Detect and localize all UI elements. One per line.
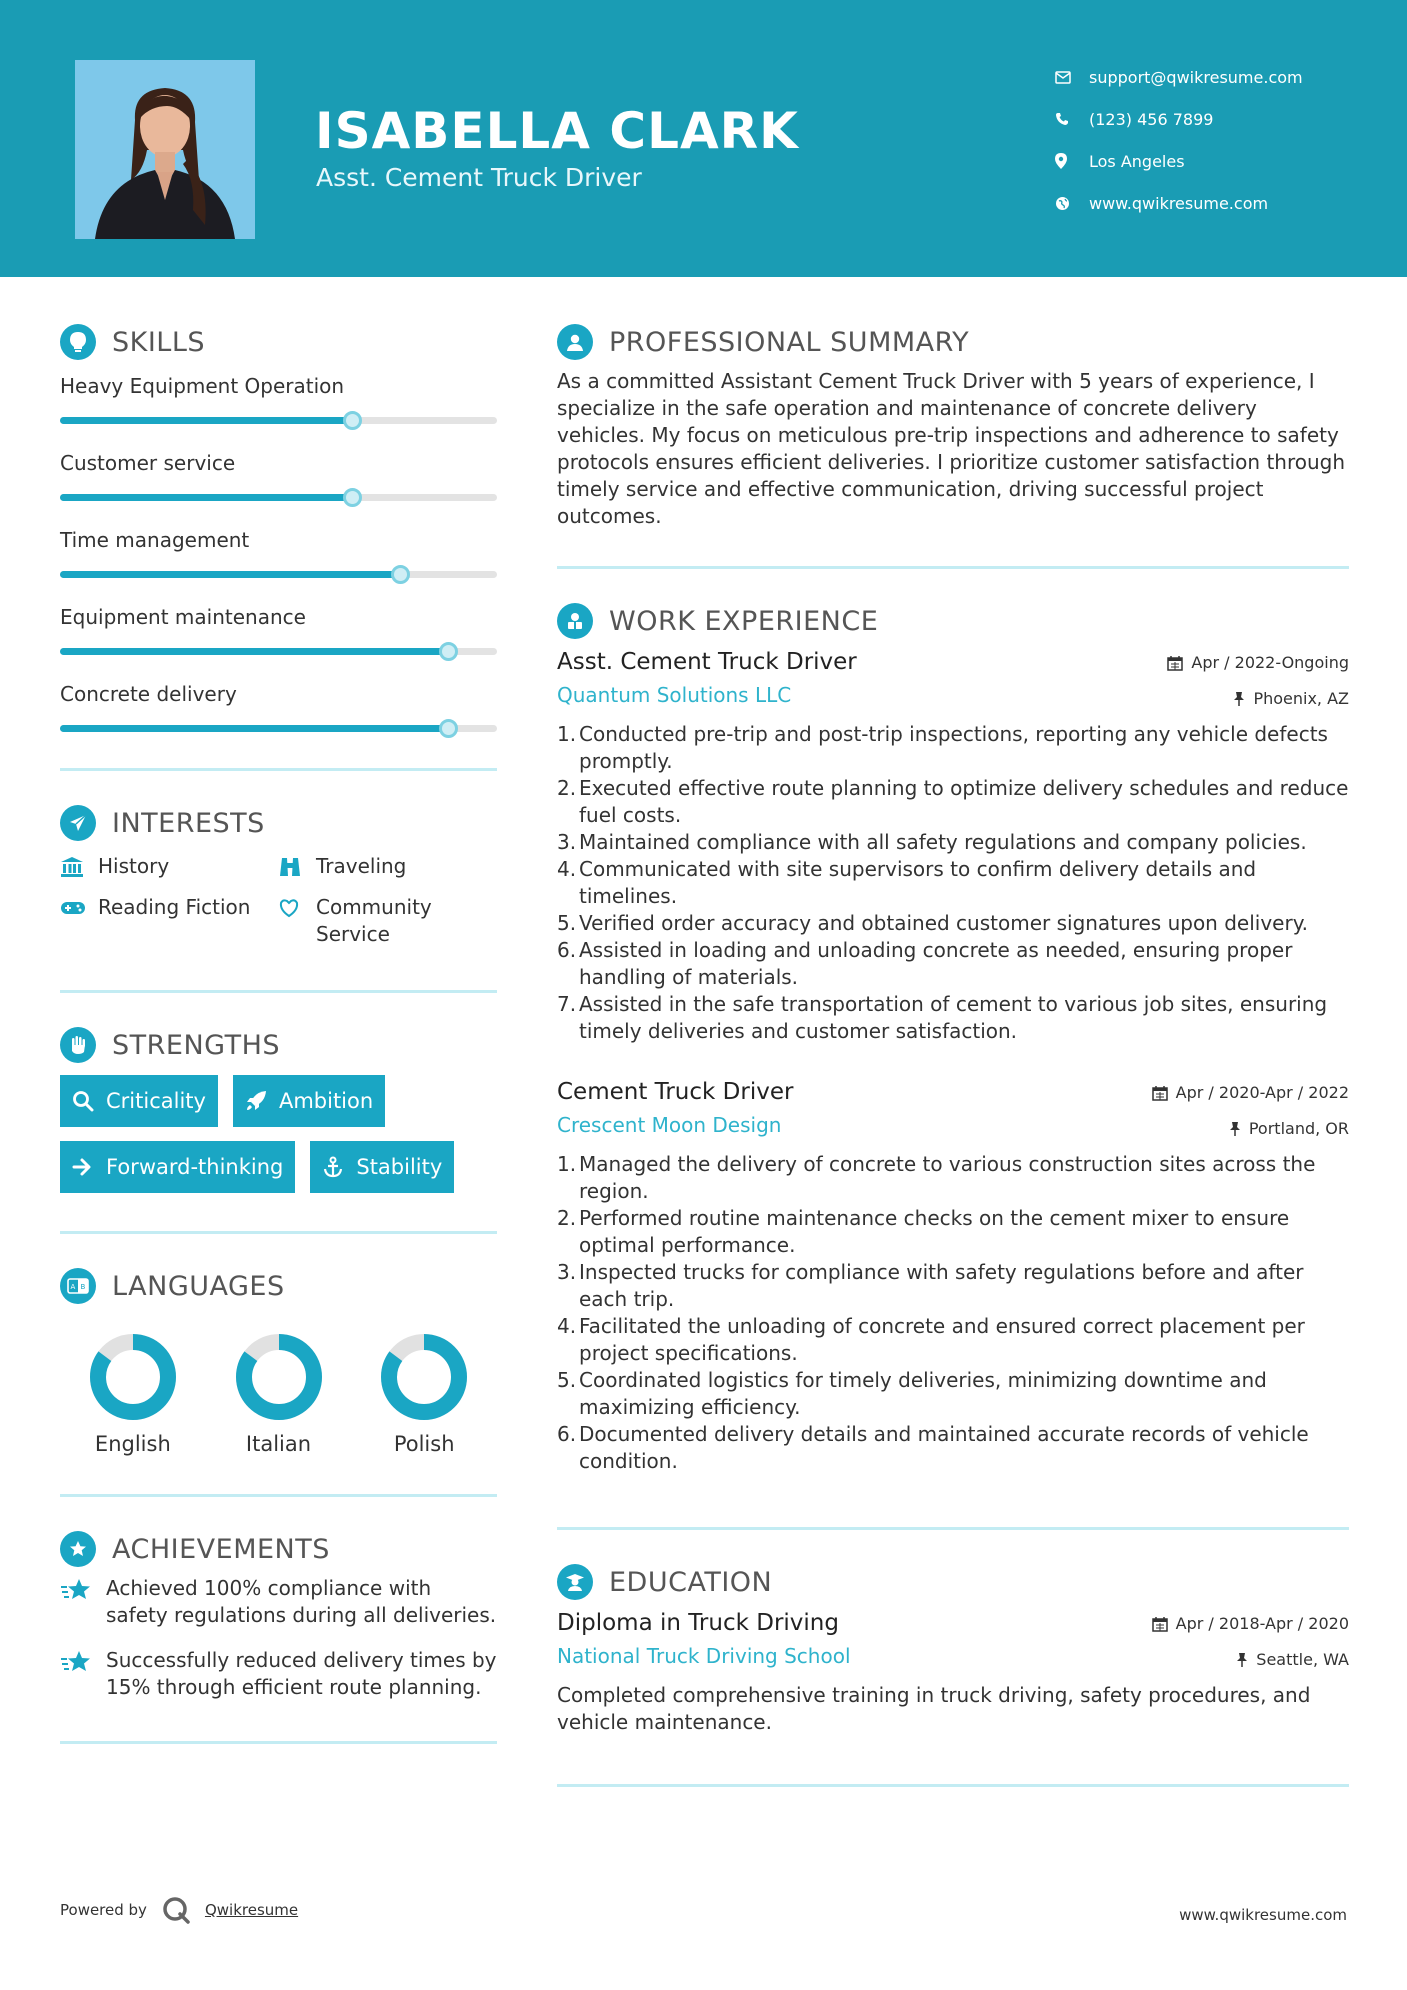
interests-section <box>60 799 497 993</box>
skill-track <box>60 725 497 732</box>
skill-label: Equipment maintenance <box>60 605 306 629</box>
skill-item <box>60 374 497 451</box>
interest-item: History <box>60 853 278 880</box>
education-heading: EDUCATION <box>557 1558 1349 1606</box>
right-column <box>557 318 1349 1787</box>
footer-powered-by: Powered by Qwikresume <box>60 1895 298 1925</box>
job-date: Apr / 2022-Ongoing <box>1167 653 1349 672</box>
skill-item <box>60 528 497 605</box>
section-divider <box>557 1527 1349 1530</box>
qwikresume-link[interactable]: Qwikresume <box>204 1901 299 1919</box>
pushpin-icon <box>1233 691 1245 707</box>
skill-knob <box>439 719 458 738</box>
interests-list <box>60 847 497 948</box>
contact-phone[interactable]: (123) 456 7899 <box>1055 98 1375 140</box>
summary-heading: PROFESSIONAL SUMMARY <box>557 318 1349 366</box>
phone-icon <box>1055 112 1089 126</box>
job-bullet: 7. Assisted in the safe transportation of cement to various job sites, ensuring timely deliveries and customer satisfaction. <box>557 992 1328 1043</box>
skill-fill <box>60 648 449 655</box>
education-date: Apr / 2018-Apr / 2020 <box>1152 1614 1349 1633</box>
achievements-section <box>60 1525 497 1744</box>
footer-website[interactable]: www.qwikresume.com <box>1179 1906 1347 1924</box>
job-bullet: 2. Executed effective route planning to optimize delivery schedules and reduce fuel costs. <box>557 776 1349 827</box>
skill-fill <box>60 725 449 732</box>
email-icon <box>1055 71 1089 84</box>
interest-item: Reading Fiction <box>60 894 278 948</box>
language-ring <box>88 1332 178 1422</box>
skill-track <box>60 648 497 655</box>
strength-chip: Criticality <box>60 1075 218 1127</box>
gamepad-icon <box>60 894 98 921</box>
skill-track <box>60 494 497 501</box>
interests-heading: INTERESTS <box>60 799 497 847</box>
strength-chip: Forward-thinking <box>60 1141 295 1193</box>
languages-heading: A B LANGUAGES <box>60 1262 497 1310</box>
section-divider <box>557 1784 1349 1787</box>
interest-item: Traveling <box>278 853 497 880</box>
achievements-list <box>60 1573 497 1701</box>
calendar-icon <box>1167 655 1183 671</box>
binoculars-icon <box>278 853 316 880</box>
language-ring <box>379 1332 469 1422</box>
rocket-icon <box>245 1090 279 1112</box>
strength-chip: Stability <box>310 1141 454 1193</box>
pushpin-icon <box>1236 1652 1248 1668</box>
skill-fill <box>60 571 401 578</box>
job-location: Portland, OR <box>1229 1119 1349 1138</box>
language-label: Italian <box>245 1432 312 1456</box>
skill-label: Concrete delivery <box>60 682 237 706</box>
candidate-title: Asst. Cement Truck Driver <box>316 163 642 192</box>
skill-item <box>60 605 497 682</box>
profile-photo <box>75 60 255 239</box>
pushpin-icon <box>1229 1121 1241 1137</box>
contact-website[interactable]: www.qwikresume.com <box>1055 182 1375 224</box>
skill-label: Heavy Equipment Operation <box>60 374 345 398</box>
strengths-heading: STRENGTHS <box>60 1021 497 1069</box>
skill-label: Customer service <box>60 451 236 475</box>
strengths-list <box>60 1069 497 1193</box>
job-date: Apr / 2020-Apr / 2022 <box>1152 1083 1349 1102</box>
section-divider <box>60 990 497 993</box>
section-divider <box>60 768 497 771</box>
star-badge-icon <box>60 1531 96 1567</box>
skills-section <box>60 318 497 771</box>
skill-fill <box>60 417 353 424</box>
job-bullet: 4. Facilitated the unloading of concrete and ensured correct placement per project specifications. <box>557 1314 1305 1365</box>
job-bullet: 6. Documented delivery details and maintained accurate records of vehicle condition. <box>557 1422 1309 1473</box>
school-name: National Truck Driving School <box>557 1644 851 1668</box>
degree-title: Diploma in Truck Driving <box>557 1610 839 1636</box>
language-ring <box>234 1332 324 1422</box>
section-divider <box>60 1231 497 1234</box>
language-label: English <box>94 1432 171 1456</box>
job-bullet: 5. Verified order accuracy and obtained customer signatures upon delivery. <box>557 911 1309 935</box>
experience-heading: WORK EXPERIENCE <box>557 597 1349 645</box>
briefcase-user-icon <box>557 603 593 639</box>
contact-location: Los Angeles <box>1055 140 1375 182</box>
skill-track <box>60 417 497 424</box>
star-icon <box>60 1575 106 1607</box>
job-entry <box>557 649 1349 1045</box>
contact-list <box>1055 56 1375 224</box>
languages-section <box>60 1262 497 1497</box>
section-divider <box>60 1741 497 1744</box>
experience-section <box>557 597 1349 1530</box>
skill-item <box>60 682 497 759</box>
calendar-icon <box>1152 1616 1168 1632</box>
job-bullets <box>557 721 1349 1045</box>
candidate-name: ISABELLA CLARK <box>315 102 799 160</box>
arrow-right-icon <box>72 1157 106 1177</box>
education-location: Seattle, WA <box>1236 1650 1349 1669</box>
education-entry <box>557 1610 1349 1736</box>
user-icon <box>557 324 593 360</box>
achievements-heading: ACHIEVEMENTS <box>60 1525 497 1573</box>
job-bullets <box>557 1151 1349 1475</box>
bank-icon <box>60 853 98 880</box>
contact-email[interactable]: support@qwikresume.com <box>1055 56 1375 98</box>
strengths-section <box>60 1021 497 1234</box>
job-bullet: 3. Maintained compliance with all safety regulations and company policies. <box>557 830 1307 854</box>
job-entry <box>557 1079 1349 1475</box>
skills-list <box>60 374 497 759</box>
language-item <box>60 1332 206 1456</box>
skills-heading: SKILLS <box>60 318 497 366</box>
job-company: Crescent Moon Design <box>557 1113 782 1137</box>
svg-text:B: B <box>80 1283 86 1291</box>
education-description: Completed comprehensive training in truck driving, safety procedures, and vehicle maintenance. <box>557 1683 1311 1734</box>
anchor-icon <box>322 1156 356 1178</box>
strength-chip: Ambition <box>233 1075 385 1127</box>
achievement-item: Achieved 100% compliance with safety regulations during all deliveries. <box>60 1575 497 1629</box>
languages-list <box>60 1310 497 1456</box>
section-divider <box>557 566 1349 569</box>
interest-item: Community Service <box>278 894 497 948</box>
section-divider <box>60 1494 497 1497</box>
hand-icon <box>60 1027 96 1063</box>
job-bullet: 6. Assisted in loading and unloading concrete as needed, ensuring proper handling of materials. <box>557 938 1293 989</box>
resume-header <box>0 0 1407 277</box>
language-item <box>206 1332 352 1456</box>
summary-section <box>557 318 1349 569</box>
achievement-item: Successfully reduced delivery times by 15% through efficient route planning. <box>60 1647 497 1701</box>
calendar-icon <box>1152 1085 1168 1101</box>
translate-icon <box>60 1268 96 1304</box>
search-icon <box>72 1090 106 1112</box>
left-column <box>60 318 497 1744</box>
skill-knob <box>439 642 458 661</box>
skill-knob <box>391 565 410 584</box>
lightbulb-icon <box>60 324 96 360</box>
language-item <box>351 1332 497 1456</box>
job-location: Phoenix, AZ <box>1233 689 1349 708</box>
svg-text:A: A <box>70 1283 76 1291</box>
paper-plane-icon <box>60 805 96 841</box>
job-bullet: 1. Managed the delivery of concrete to various construction sites across the region. <box>557 1152 1316 1203</box>
globe-icon <box>1055 196 1089 211</box>
job-title: Asst. Cement Truck Driver <box>557 649 857 675</box>
job-bullet: 1. Conducted pre-trip and post-trip inspections, reporting any vehicle defects promptly. <box>557 722 1328 773</box>
skill-knob <box>343 488 362 507</box>
education-section <box>557 1558 1349 1787</box>
skill-fill <box>60 494 353 501</box>
skill-track <box>60 571 497 578</box>
job-title: Cement Truck Driver <box>557 1079 794 1105</box>
summary-text: As a committed Assistant Cement Truck Driver with 5 years of experience, I specialize in the safe operation and maintenance of concrete delivery vehicles. My focus on meticulous pre-trip inspections and adherence to safety protocols ensures efficient deliveries. I prioritize customer satisfaction through timely service and effective communication, driving successful project outcomes. <box>557 369 1346 528</box>
job-bullet: 2. Performed routine maintenance checks on the cement mixer to ensure optimal performance. <box>557 1206 1290 1257</box>
qwikresume-logo-icon <box>161 1895 191 1925</box>
skill-knob <box>343 411 362 430</box>
graduate-icon <box>557 1564 593 1600</box>
job-bullet: 4. Communicated with site supervisors to confirm delivery details and timelines. <box>557 857 1257 908</box>
star-icon <box>60 1647 106 1679</box>
heart-hands-icon <box>278 894 316 921</box>
job-company: Quantum Solutions LLC <box>557 683 792 707</box>
job-bullet: 3. Inspected trucks for compliance with safety regulations before and after each trip. <box>557 1260 1304 1311</box>
skill-item <box>60 451 497 528</box>
location-pin-icon <box>1055 153 1089 169</box>
language-label: Polish <box>393 1432 455 1456</box>
job-bullet: 5. Coordinated logistics for timely deliveries, minimizing downtime and maximizing efficiency. <box>557 1368 1267 1419</box>
skill-label: Time management <box>60 528 250 552</box>
